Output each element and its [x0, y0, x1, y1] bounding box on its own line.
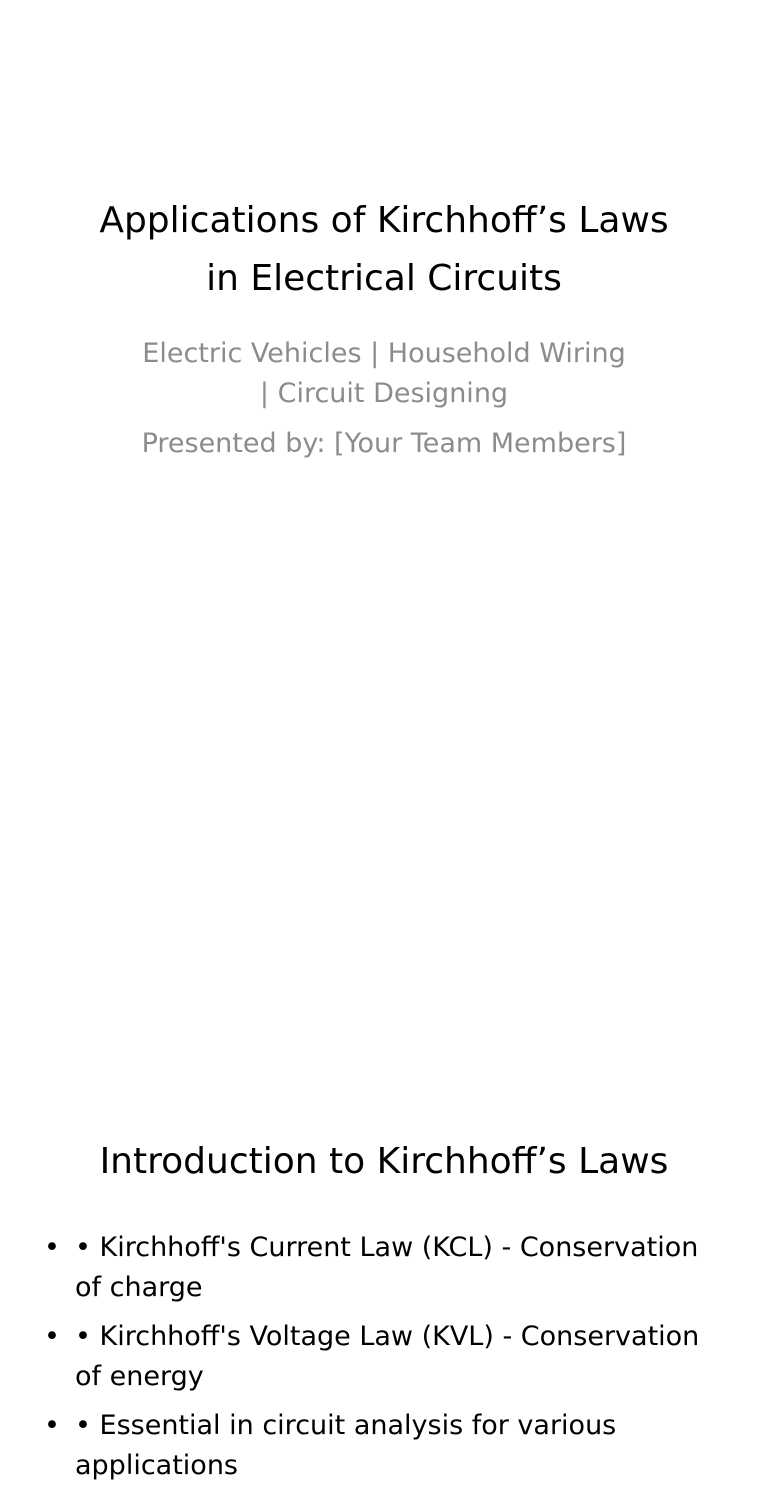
subtitle-line-1: Electric Vehicles | Household Wiring: [142, 338, 626, 369]
bullet-text-line-2: of charge: [75, 1272, 203, 1303]
presenter-credit: Presented by: [Your Team Members]: [141, 428, 627, 459]
bullet-item-kvl: [40, 1317, 730, 1397]
bullet-item-kcl: [40, 1228, 730, 1308]
introduction-slide: [0, 512, 768, 1481]
slide-title: Introduction to Kirchhoff’s Laws: [99, 1141, 669, 1182]
bullet-marker-icon: •: [44, 1232, 60, 1263]
title-line-2: in Electrical Circuits: [206, 258, 562, 299]
title-line-1: Applications of Kirchhoff’s Laws: [99, 200, 669, 241]
title-slide: [0, 0, 768, 512]
bullet-marker-icon: •: [44, 1321, 60, 1352]
presentation-title: [40, 192, 728, 308]
bullet-text-line-1: • Essential in circuit analysis for various: [75, 1410, 617, 1441]
bullet-list: [40, 1228, 730, 1495]
bullet-item-analysis: [40, 1406, 730, 1486]
bullet-text-line-2: of energy: [75, 1361, 204, 1392]
bullet-marker-icon: •: [44, 1410, 60, 1441]
bullet-text-line-1: • Kirchhoff's Current Law (KCL) - Conservation: [75, 1232, 699, 1263]
subtitle-line-2: | Circuit Designing: [259, 378, 509, 409]
bullet-text-line-1: • Kirchhoff's Voltage Law (KVL) - Conservation: [75, 1321, 700, 1352]
subtitle: [60, 334, 708, 464]
bullet-text-line-2: applications: [75, 1450, 239, 1481]
